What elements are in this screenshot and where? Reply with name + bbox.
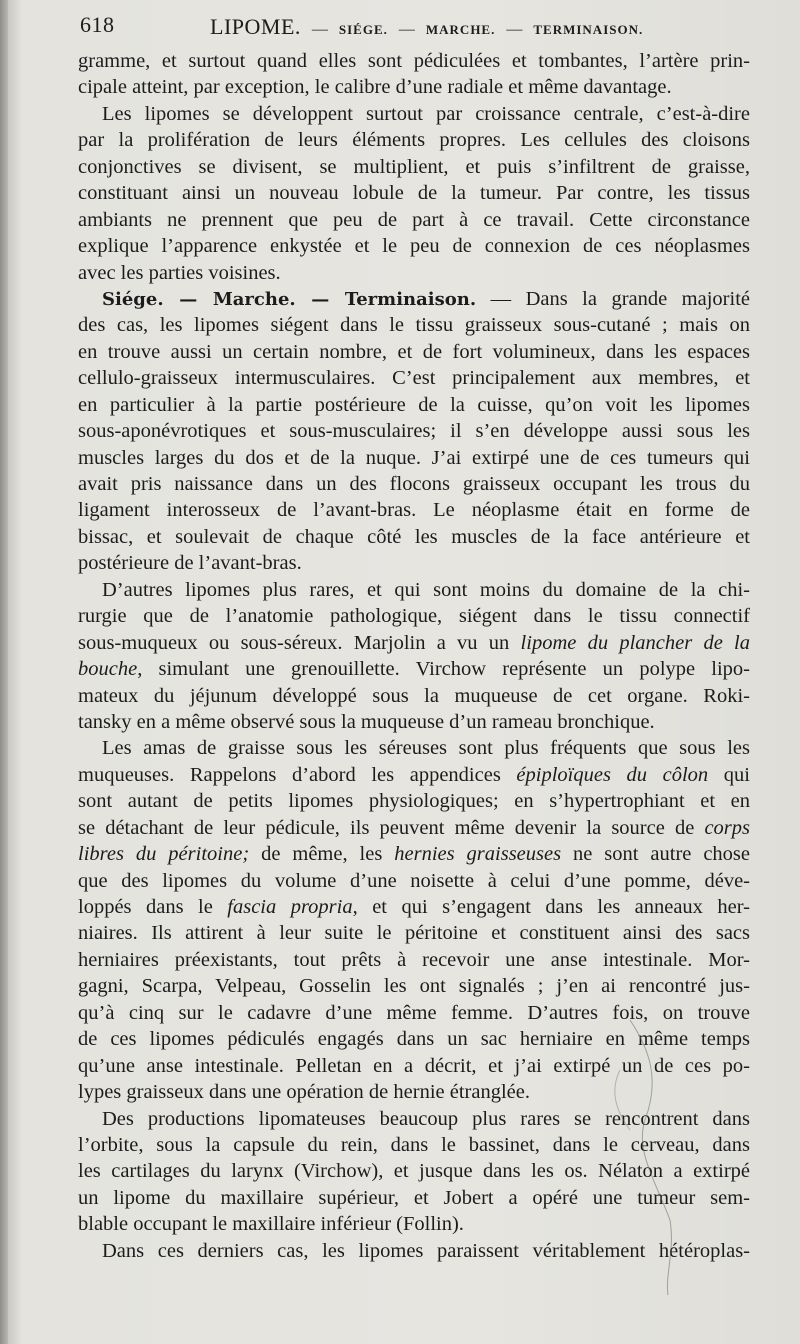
- text-line: avait pris naissance dans un des flocons graisseux occupant les trous du: [78, 473, 750, 495]
- pencil-stroke: [630, 1020, 671, 1295]
- text-line: cipale atteint, par exception, le calibre d’une radiale et même davantage.: [78, 76, 672, 99]
- text-line: Les lipomes se développent surtout par croissance centrale, c’est-à-dire: [102, 102, 750, 125]
- text-line: des cas, les lipomes siégent dans le tissu graisseux sous-cutané ; mais on: [78, 314, 750, 337]
- running-title-marche: MARCHE.: [425, 22, 496, 37]
- running-title-dash-2: —: [398, 21, 415, 38]
- italic-term: lipome du plancher de la: [520, 631, 750, 654]
- text-line: cellulo-graisseux intermusculaires. C’est principalement aux membres, et: [78, 367, 750, 390]
- text-line: tansky en a même observé sous la muqueuse d’un rameau bronchique.: [78, 710, 655, 733]
- text-line: gagni, Scarpa, Velpeau, Gosselin les ont signalés ; j’en ai rencontré jus-: [78, 975, 750, 998]
- text-line: les cartilages du larynx (Virchow), et jusque dans les os. Nélaton a extirpé: [78, 1160, 750, 1183]
- pencil-marks: [590, 1010, 700, 1300]
- text-line: ligament interosseux de l’avant-bras. Le néoplasme était en forme de: [78, 499, 750, 522]
- text-line: constituant ainsi un nouveau lobule de la tumeur. Par contre, les tissus: [78, 182, 750, 205]
- pencil-stroke: [615, 1070, 630, 1130]
- italic-term: hernies graisseuses: [394, 843, 562, 866]
- text-fragment: muqueuses. Rappelons d’abord les appendices: [78, 763, 517, 786]
- text-fragment: loppés dans le: [78, 896, 228, 918]
- text-line: un lipome du maxillaire supérieur, et Jobert a opéré une tumeur sem-: [78, 1186, 750, 1209]
- text-line: [78, 656, 750, 682]
- text-line: en particulier à la partie postérieure de la cuisse, qu’on voit les lipomes: [78, 393, 750, 416]
- text-line: avec les parties voisines.: [78, 261, 281, 284]
- text-line: blable occupant le maxillaire inférieur (Follin).: [78, 1213, 464, 1236]
- text-line: Des productions lipomateuses beaucoup plus rares se rencontrent dans: [102, 1107, 750, 1130]
- italic-term: fascia propria: [227, 896, 353, 918]
- text-line: rurgie que de l’anatomie pathologique, siégent dans le tissu connectif: [78, 605, 750, 628]
- text-fragment: sous-muqueux ou sous-séreux. Marjolin a vu un: [78, 631, 521, 654]
- text-line: l’orbite, sous la capsule du rein, dans le bassinet, dans le cerveau, dans: [78, 1133, 750, 1156]
- running-title: [210, 14, 643, 40]
- text-line: D’autres lipomes plus rares, et qui sont moins du domaine de la chi-: [102, 578, 750, 601]
- text-line: [78, 841, 750, 867]
- text-line: postérieure de l’avant-bras.: [78, 552, 302, 575]
- text-line: que des lipomes du volume d’une noisette à celui d’une pomme, déve-: [78, 869, 750, 892]
- text-line: Dans ces derniers cas, les lipomes paraissent véritablement hétéroplas-: [102, 1239, 750, 1262]
- text-fragment: de même, les: [249, 843, 395, 866]
- text-line: gramme, et surtout quand elles sont pédiculées et tombantes, l’artère prin-: [78, 50, 750, 72]
- text-line: [78, 630, 750, 656]
- page-binding-edge: [0, 0, 8, 1344]
- section-heading: Siége. — Marche. — Terminaison.: [102, 288, 477, 310]
- italic-term: corps: [704, 816, 750, 839]
- page-number: 618: [80, 12, 115, 37]
- running-header: [70, 12, 750, 42]
- running-title-terminaison: TERMINAISON.: [533, 22, 644, 37]
- text-fragment: qui: [708, 763, 750, 786]
- text-line: Les amas de graisse sous les séreuses sont plus fréquents que sous les: [102, 737, 750, 760]
- text-line: lypes graisseux dans une opération de hernie étranglée.: [78, 1081, 530, 1104]
- text-line: mateux du jéjunum développé sous la muqueuse de cet organe. Roki-: [78, 684, 750, 707]
- text-line: sont autant de petits lipomes physiologiques; en s’hypertrophiant et en: [78, 790, 750, 813]
- text-line: en trouve aussi un certain nombre, et de fort volumineux, dans les espaces: [78, 340, 750, 363]
- text-line: muscles larges du dos et de la nuque. J’ai extirpé une de ces tumeurs qui: [78, 446, 750, 469]
- text-line: explique l’apparence enkystée et le peu de connexion de ces néoplasmes: [78, 235, 750, 258]
- text-line: conjonctives se divisent, se multiplient, et puis s’infiltrent de graisse,: [78, 155, 750, 178]
- text-line: sous-aponévrotiques et sous-musculaires; il s’en développe aussi sous les: [78, 420, 750, 443]
- text-line: de ces lipomes pédiculés engagés dans un sac herniaire en même temps: [78, 1028, 750, 1051]
- text-line: [78, 815, 750, 841]
- text-line: qu’à cinq sur le cadavre d’une même femme. D’autres fois, on trouve: [78, 1001, 750, 1024]
- section-heading-line: [78, 286, 750, 312]
- text-line: ambiants ne prennent que peu de part à ce travail. Cette circonstance: [78, 208, 750, 231]
- running-title-dash-1: —: [311, 21, 328, 38]
- text-line: [78, 894, 750, 920]
- text-line: niaires. Ils attirent à leur suite le péritoine et constituent ainsi des sacs: [78, 922, 750, 945]
- text-fragment: , simulant une grenouillette. Virchow représente un polype lipo-: [137, 658, 750, 681]
- text-fragment: , et qui s’engagent dans les anneaux her-: [352, 896, 750, 918]
- text-fragment: — Dans la grande majorité: [476, 287, 750, 310]
- text-line: par la prolifération de leurs éléments propres. Les cellules des cloisons: [78, 129, 750, 152]
- running-title-dash-3: —: [506, 21, 523, 38]
- italic-term: bouche: [78, 658, 138, 681]
- text-line: qu’une anse intestinale. Pelletan en a décrit, et j’ai extirpé un de ces po-: [78, 1054, 750, 1077]
- italic-term: libres du péritoine;: [78, 843, 250, 866]
- running-title-lipome: LIPOME.: [210, 14, 301, 39]
- text-line: herniaires préexistants, tout prêts à recevoir une anse intestinale. Mor-: [78, 948, 750, 971]
- running-title-siege: SIÉGE.: [338, 22, 388, 37]
- italic-term: épiploïques du côlon: [516, 763, 709, 786]
- text-fragment: se détachant de leur pédicule, ils peuvent même devenir la source de: [78, 816, 705, 839]
- text-line: [78, 762, 750, 788]
- text-fragment: ne sont autre chose: [561, 843, 750, 866]
- text-line: bissac, et soulevait de chaque côté les muscles de la face antérieure et: [78, 525, 750, 548]
